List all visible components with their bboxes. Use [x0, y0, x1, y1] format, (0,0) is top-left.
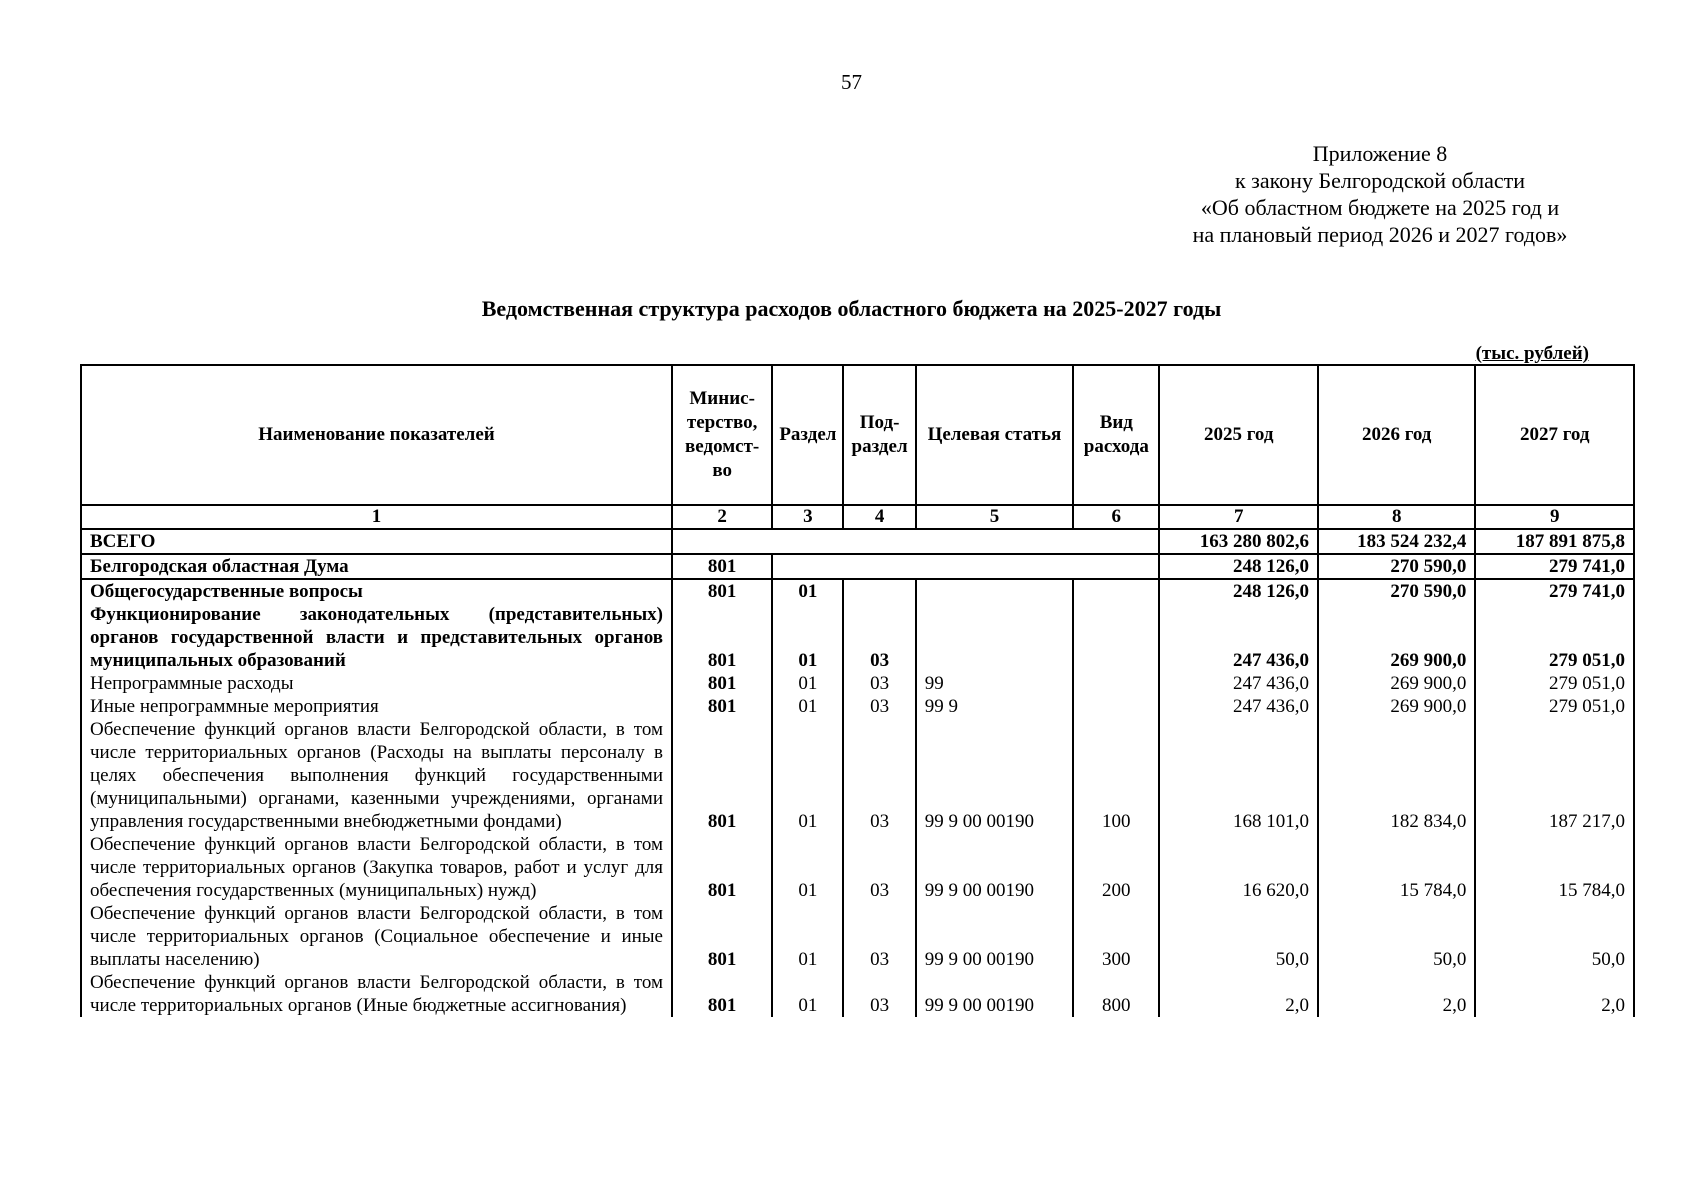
row-2027: 279 741,0: [1475, 554, 1634, 579]
budget-table: [80, 364, 1635, 1017]
row-section: 01: [772, 971, 843, 1017]
row-type: 200: [1073, 833, 1159, 902]
table-row: [81, 902, 1634, 971]
row-2026: 15 784,0: [1318, 833, 1475, 902]
column-number: 4: [843, 505, 915, 529]
row-section: 01: [772, 579, 843, 603]
row-ministry: 801: [672, 902, 772, 971]
header-section: Раздел: [772, 365, 843, 505]
row-2025: 50,0: [1159, 902, 1318, 971]
row-subsection: [843, 529, 915, 554]
row-section: 01: [772, 902, 843, 971]
table-row: [81, 695, 1634, 718]
row-type: 300: [1073, 902, 1159, 971]
table-row: [81, 603, 1634, 672]
row-subsection: 03: [843, 695, 915, 718]
row-name: ВСЕГО: [81, 529, 672, 554]
row-subsection: 03: [843, 833, 915, 902]
header-2027: 2027 год: [1475, 365, 1634, 505]
appendix-line: к закону Белгородской области: [1234, 168, 1526, 193]
row-type: [1073, 529, 1159, 554]
row-2025: 16 620,0: [1159, 833, 1318, 902]
row-ministry: 801: [672, 554, 772, 579]
row-2026: 182 834,0: [1318, 718, 1475, 833]
header-2025: 2025 год: [1159, 365, 1318, 505]
row-ministry: 801: [672, 971, 772, 1017]
header-name: Наименование показателей: [81, 365, 672, 505]
row-2025: 248 126,0: [1159, 554, 1318, 579]
row-target: 99: [916, 672, 1073, 695]
units-label: (тыс. рублей): [1475, 343, 1589, 364]
table-row: [81, 672, 1634, 695]
column-number: 1: [81, 505, 672, 529]
row-name: Непрограммные расходы: [81, 672, 672, 695]
row-2027: 279 051,0: [1475, 603, 1634, 672]
row-subsection: 03: [843, 672, 915, 695]
row-2026: 270 590,0: [1318, 579, 1475, 603]
row-2026: 50,0: [1318, 902, 1475, 971]
row-name: Общегосударственные вопросы: [81, 579, 672, 603]
row-2027: 279 051,0: [1475, 672, 1634, 695]
row-name: Белгородская областная Дума: [81, 554, 672, 579]
row-name: Обеспечение функций органов власти Белгородской области, в том числе территориальных органов (Социальное обеспечение и иные выплаты населению): [81, 902, 672, 971]
row-section: [772, 529, 843, 554]
row-ministry: 801: [672, 603, 772, 672]
row-section: 01: [772, 672, 843, 695]
row-ministry: 801: [672, 672, 772, 695]
appendix-header: [1100, 140, 1660, 248]
row-subsection: 03: [843, 603, 915, 672]
row-section: [772, 554, 843, 579]
header-target: Целевая статья: [916, 365, 1073, 505]
column-number: 3: [772, 505, 843, 529]
table-row: [81, 718, 1634, 833]
row-2026: 269 900,0: [1318, 695, 1475, 718]
row-subsection: [843, 554, 915, 579]
header-type: Вид расхода: [1073, 365, 1159, 505]
row-name: Обеспечение функций органов власти Белгородской области, в том числе территориальных органов (Иные бюджетные ассигнования): [81, 971, 672, 1017]
row-2025: 247 436,0: [1159, 603, 1318, 672]
header-2026: 2026 год: [1318, 365, 1475, 505]
row-subsection: 03: [843, 902, 915, 971]
row-section: 01: [772, 603, 843, 672]
row-2027: 187 891 875,8: [1475, 529, 1634, 554]
row-2027: 279 051,0: [1475, 695, 1634, 718]
row-target: [916, 579, 1073, 603]
row-ministry: 801: [672, 579, 772, 603]
column-number: 2: [672, 505, 772, 529]
row-2025: 2,0: [1159, 971, 1318, 1017]
page-number: 57: [841, 70, 862, 94]
header-ministry: Минис-терство, ведомст-во: [672, 365, 772, 505]
row-type: 800: [1073, 971, 1159, 1017]
table-row: [81, 971, 1634, 1017]
row-section: 01: [772, 833, 843, 902]
row-2027: 187 217,0: [1475, 718, 1634, 833]
row-target: 99 9 00 00190: [916, 902, 1073, 971]
row-type: [1073, 695, 1159, 718]
row-target: 99 9 00 00190: [916, 833, 1073, 902]
row-2027: 279 741,0: [1475, 579, 1634, 603]
column-number: 6: [1073, 505, 1159, 529]
row-section: 01: [772, 695, 843, 718]
table-row: [81, 579, 1634, 603]
row-target: [916, 529, 1073, 554]
header-subsection: Под-раздел: [843, 365, 915, 505]
row-ministry: [672, 529, 772, 554]
row-2025: 168 101,0: [1159, 718, 1318, 833]
row-2026: 183 524 232,4: [1318, 529, 1475, 554]
row-name: Иные непрограммные мероприятия: [81, 695, 672, 718]
row-2027: 50,0: [1475, 902, 1634, 971]
row-subsection: [843, 579, 915, 603]
row-2025: 248 126,0: [1159, 579, 1318, 603]
row-target: [916, 603, 1073, 672]
row-subsection: 03: [843, 718, 915, 833]
appendix-line: Приложение 8: [1312, 141, 1448, 166]
appendix-line: на плановый период 2026 и 2027 годов»: [1192, 222, 1568, 247]
document-title: Ведомственная структура расходов областного бюджета на 2025-2027 годы: [481, 296, 1222, 321]
table-row: [81, 833, 1634, 902]
row-2025: 247 436,0: [1159, 695, 1318, 718]
column-number: 9: [1475, 505, 1634, 529]
table-row: [81, 554, 1634, 579]
row-2026: 2,0: [1318, 971, 1475, 1017]
row-target: 99 9: [916, 695, 1073, 718]
row-2025: 247 436,0: [1159, 672, 1318, 695]
header-row: [81, 365, 1634, 505]
row-name: Обеспечение функций органов власти Белгородской области, в том числе территориальных органов (Закупка товаров, работ и услуг для обеспечения государственных (муниципальных) нужд): [81, 833, 672, 902]
row-ministry: 801: [672, 833, 772, 902]
row-subsection: 03: [843, 971, 915, 1017]
column-number: 7: [1159, 505, 1318, 529]
column-number-row: [81, 505, 1634, 529]
appendix-line: «Об областном бюджете на 2025 год и: [1200, 195, 1560, 220]
row-2026: 270 590,0: [1318, 554, 1475, 579]
row-section: 01: [772, 718, 843, 833]
row-2027: 15 784,0: [1475, 833, 1634, 902]
row-2026: 269 900,0: [1318, 603, 1475, 672]
row-2027: 2,0: [1475, 971, 1634, 1017]
row-name: Обеспечение функций органов власти Белгородской области, в том числе территориальных органов (Расходы на выплаты персоналу в целях обеспечения выполнения функций государственными (муниципальными) органами, казенными учреждениями, органами управления государственными внебюджетными фондами): [81, 718, 672, 833]
row-target: 99 9 00 00190: [916, 971, 1073, 1017]
row-type: 100: [1073, 718, 1159, 833]
row-name: Функционирование законодательных (представительных) органов государственной власти и представительных органов муниципальных образований: [81, 603, 672, 672]
row-type: [1073, 554, 1159, 579]
row-2026: 269 900,0: [1318, 672, 1475, 695]
row-target: [916, 554, 1073, 579]
table-row: [81, 529, 1634, 554]
row-ministry: 801: [672, 718, 772, 833]
row-type: [1073, 672, 1159, 695]
row-ministry: 801: [672, 695, 772, 718]
row-target: 99 9 00 00190: [916, 718, 1073, 833]
row-type: [1073, 579, 1159, 603]
row-2025: 163 280 802,6: [1159, 529, 1318, 554]
column-number: 8: [1318, 505, 1475, 529]
row-type: [1073, 603, 1159, 672]
column-number: 5: [916, 505, 1073, 529]
